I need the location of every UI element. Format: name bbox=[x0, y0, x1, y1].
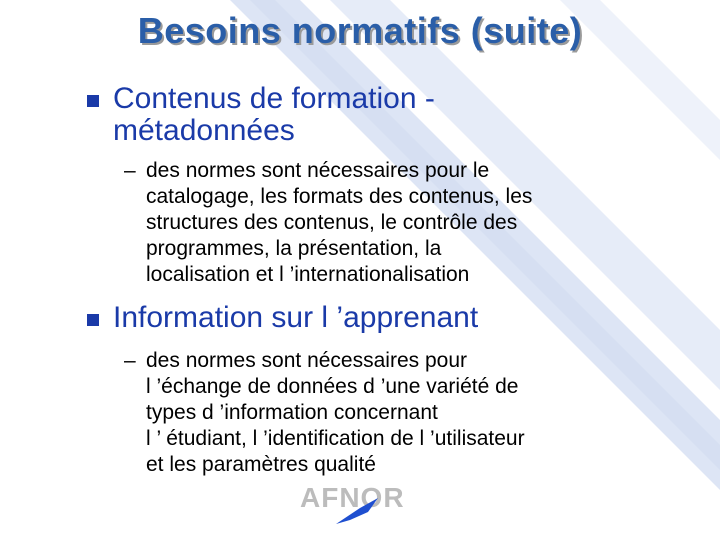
sub-bullet-contenus bbox=[124, 158, 644, 288]
sub-line: programmes, la présentation, la bbox=[146, 237, 442, 260]
sub-bullet-information bbox=[124, 348, 644, 478]
sub-line: l ’ étudiant, l ’identification de l ’utilisateur bbox=[146, 427, 525, 450]
sub-line: types d ’information concernant bbox=[146, 401, 438, 424]
sub-line: catalogage, les formats des contenus, les bbox=[146, 185, 533, 208]
afnor-logo bbox=[300, 480, 420, 526]
logo-text: AFNOR bbox=[300, 482, 405, 513]
sub-line: l ’échange de données d ’une variété de bbox=[146, 375, 519, 398]
slide-title: Besoins normatifs (suite) bbox=[137, 10, 583, 51]
sub-line: des normes sont nécessaires pour le bbox=[146, 159, 490, 182]
sub-line: structures des contenus, le contrôle des bbox=[146, 211, 518, 234]
bullet-contenus bbox=[92, 83, 652, 147]
bullet-information bbox=[92, 302, 652, 334]
logo-swoosh-icon bbox=[300, 480, 420, 526]
bullet-line: Information sur l ’apprenant bbox=[113, 301, 479, 334]
sub-line: des normes sont nécessaires pour bbox=[146, 349, 467, 372]
sub-line: et les paramètres qualité bbox=[146, 453, 376, 476]
bullet-square-icon bbox=[87, 314, 99, 326]
bullet-line: Contenus de formation - bbox=[113, 82, 435, 115]
bullet-square-icon bbox=[87, 95, 99, 107]
bullet-line: métadonnées bbox=[113, 114, 295, 147]
sub-line: localisation et l ’internationalisation bbox=[146, 263, 470, 286]
dash-marker: – bbox=[124, 349, 136, 372]
dash-marker: – bbox=[124, 159, 136, 182]
